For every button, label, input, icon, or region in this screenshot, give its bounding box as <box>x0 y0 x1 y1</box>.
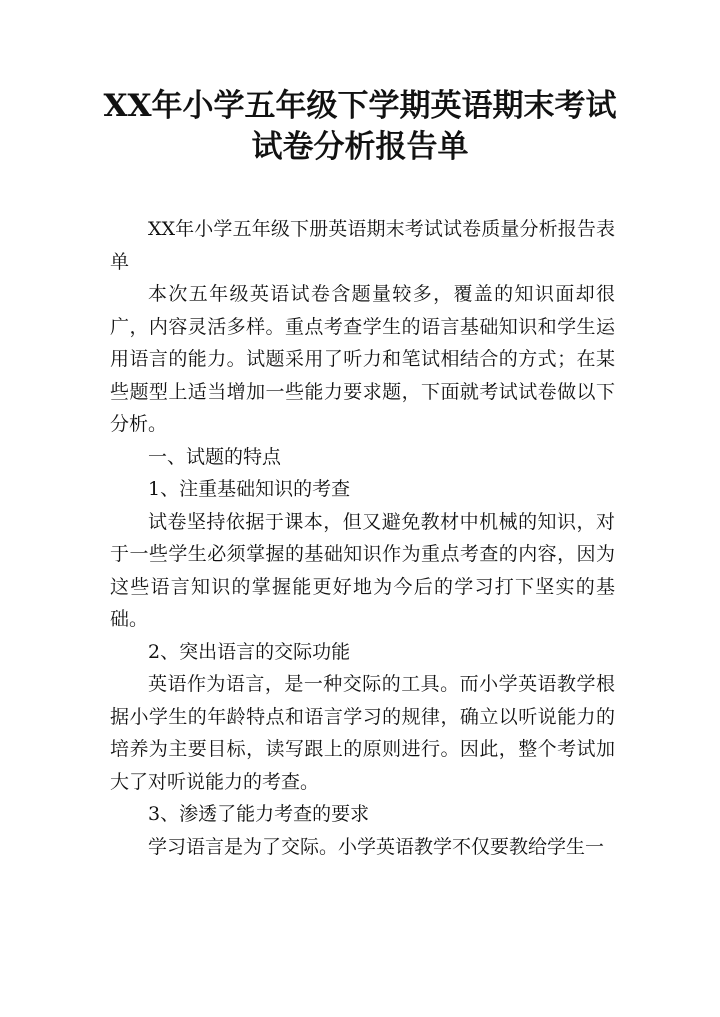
document-body <box>110 213 615 863</box>
paragraph-basic-knowledge: 试卷坚持依据于课本，但又避免教材中机械的知识，对于一些学生必须掌握的基础知识作为重点考查的内容，因为这些语言知识的掌握能更好地为今后的学习打下坚实的基础。 <box>110 510 615 630</box>
subheading-communication: 2、突出语言的交际功能 <box>148 640 351 663</box>
paragraph-communication: 英语作为语言，是一种交际的工具。而小学英语教学根据小学生的年龄特点和语言学习的规律，确立以听说能力的培养为主要目标，读写跟上的原则进行。因此，整个考试加大了对听说能力的考查。 <box>110 673 615 793</box>
section-heading-features: 一、试题的特点 <box>148 445 282 468</box>
paragraph-intro: 本次五年级英语试卷含题量较多，覆盖的知识面却很广，内容灵活多样。重点考查学生的语言基础知识和学生运用语言的能力。试题采用了听力和笔试相结合的方式；在某些题型上适当增加一些能力要求题，下面就考试试卷做以下分析。 <box>110 283 615 435</box>
paragraph-ability: 学习语言是为了交际。小学英语教学不仅要教给学生一 <box>148 835 605 858</box>
paragraph-report-subtitle: XX年小学五年级下册英语期末考试试卷质量分析报告表单 <box>110 218 615 273</box>
subheading-basic-knowledge: 1、注重基础知识的考查 <box>148 478 351 500</box>
subheading-ability: 3、渗透了能力考查的要求 <box>148 803 370 825</box>
document-title: XX年小学五年级下学期英语期末考试试卷分析报告单 <box>103 88 617 165</box>
